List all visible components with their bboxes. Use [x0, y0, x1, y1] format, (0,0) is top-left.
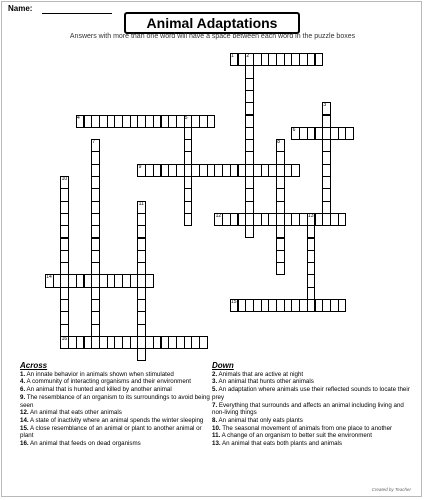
clue-number: 13 [308, 212, 314, 219]
crossword-cell[interactable] [276, 188, 285, 201]
across-clue: 1. An innate behavior in animals shown when stimulated [20, 370, 174, 378]
clue-number: 4 [77, 114, 80, 121]
crossword-cell[interactable] [322, 176, 331, 189]
down-clue: 13. An animal that eats both plants and animals [212, 440, 343, 448]
down-clue: 11. A change of an organism to better suit the environment [212, 432, 372, 440]
crossword-cell[interactable] [91, 299, 100, 312]
crossword-cell[interactable] [307, 262, 316, 275]
clue-number: 10 [61, 176, 68, 182]
down-clue: 3. An animal that hunts other animals [212, 378, 314, 386]
crossword-cell[interactable] [137, 213, 146, 226]
crossword-cell[interactable] [60, 262, 69, 275]
across-clue: 15. A close resemblance of an animal or plant to another animal or plant [20, 424, 202, 440]
clue-number: 5 [184, 114, 188, 121]
crossword-cell[interactable] [245, 127, 254, 140]
crossword-cell[interactable] [60, 238, 69, 251]
crossword-cell[interactable] [130, 336, 139, 349]
crossword-cell[interactable] [91, 250, 100, 263]
crossword-cell[interactable] [276, 225, 285, 238]
crossword-cell[interactable] [245, 201, 254, 214]
crossword-cell[interactable] [245, 90, 254, 103]
crossword-cell[interactable] [91, 262, 100, 275]
crossword-cell[interactable] [238, 164, 247, 177]
crossword-cell[interactable] [60, 287, 69, 300]
crossword-cell[interactable] [60, 250, 69, 263]
crossword-cell[interactable] [322, 188, 331, 201]
crossword-cell[interactable] [338, 213, 347, 226]
crossword-cell[interactable] [307, 250, 316, 263]
crossword-cell[interactable] [84, 274, 93, 287]
crossword-cell[interactable] [245, 102, 254, 115]
crossword-cell[interactable] [91, 213, 100, 226]
crossword-cell[interactable] [91, 151, 100, 164]
crossword-cell[interactable] [60, 299, 69, 312]
crossword-cell[interactable] [91, 201, 100, 214]
crossword-cell[interactable] [245, 188, 254, 201]
across-clue: 6. An animal that is hunted and killed by another animal [20, 386, 172, 394]
clue-number: 15 [231, 299, 237, 305]
crossword-cell[interactable] [91, 188, 100, 201]
crossword-cell[interactable] [145, 274, 154, 287]
crossword-cell[interactable] [60, 188, 69, 201]
crossword-cell[interactable] [53, 274, 62, 287]
crossword-cell[interactable] [137, 348, 146, 361]
clue-number: 11 [138, 200, 144, 207]
down-clue: 2. Animals that are active at night [212, 370, 304, 378]
crossword-cell[interactable] [137, 262, 146, 275]
crossword-cell[interactable] [60, 311, 69, 324]
clue-number: 6 [292, 126, 296, 133]
crossword-cell[interactable] [299, 299, 308, 312]
crossword-cell[interactable] [322, 115, 331, 128]
clue-number: 3 [323, 102, 327, 109]
across-clue: 14. A state of inactivity where an animal spends the winter sleeping [20, 416, 204, 424]
crossword-cell[interactable] [60, 213, 69, 226]
across-clue: 9. The resemblance of an organism to its surroundings to avoid being seen [20, 393, 210, 409]
crossword-cell[interactable] [276, 238, 285, 251]
clue-number: 2 [246, 53, 250, 59]
crossword-cell[interactable] [130, 274, 139, 287]
crossword-cell[interactable] [184, 139, 193, 152]
crossword-cell[interactable] [91, 311, 100, 324]
clue-number: 1 [231, 53, 234, 59]
crossword-cell[interactable] [276, 151, 285, 164]
across-clue: 16. An animal that feeds on dead organisms [20, 440, 141, 448]
crossword-cell[interactable] [276, 262, 285, 275]
crossword-cell[interactable] [184, 213, 193, 226]
down-clues [212, 362, 417, 448]
crossword-cell[interactable] [268, 213, 277, 226]
crossword-cell[interactable] [176, 164, 185, 177]
down-clue: 10. The seasonal movement of animals from one place to another [212, 424, 393, 432]
crossword-cell[interactable] [137, 324, 146, 337]
across-clues [20, 362, 210, 448]
footer-credit: Created by Teacher [371, 487, 411, 492]
clue-number: 9 [138, 163, 142, 170]
crossword-cell[interactable] [268, 164, 277, 177]
down-clue: 8. An animal that only eats plants [212, 416, 303, 424]
crossword-cell[interactable] [60, 324, 69, 337]
crossword-cell[interactable] [276, 176, 285, 189]
clue-number: 16 [61, 335, 68, 342]
crossword-cell[interactable] [91, 287, 100, 300]
crossword-cell[interactable] [276, 250, 285, 263]
crossword-cell[interactable] [184, 127, 193, 140]
crossword-cell[interactable] [91, 238, 100, 251]
name-label: Name: [8, 4, 33, 13]
crossword-cell[interactable] [245, 176, 254, 189]
crossword-cell[interactable] [137, 311, 146, 324]
crossword-cell[interactable] [199, 336, 208, 349]
across-clue: 4. A community of interacting organisms and their environment [20, 378, 191, 386]
crossword-cell[interactable] [60, 201, 69, 214]
crossword-cell[interactable] [322, 151, 331, 164]
crossword-cell[interactable] [245, 115, 254, 128]
crossword-cell[interactable] [137, 250, 146, 263]
crossword-cell[interactable] [137, 238, 146, 251]
crossword-cell[interactable] [184, 188, 193, 201]
crossword-cell[interactable] [322, 139, 331, 152]
crossword-cell[interactable] [137, 287, 146, 300]
crossword-cell[interactable] [207, 115, 216, 128]
crossword-cell[interactable] [91, 225, 100, 238]
crossword-cell[interactable] [291, 164, 300, 177]
down-heading: Down [212, 361, 234, 370]
crossword-cell[interactable] [184, 151, 193, 164]
clue-number: 7 [92, 139, 96, 146]
crossword-cell[interactable] [245, 225, 254, 238]
crossword-cell[interactable] [137, 299, 146, 312]
down-clue: 7. Everything that surrounds and affects an animal including living and non-living things [212, 401, 404, 417]
clue-number: 8 [277, 139, 280, 146]
crossword-cell[interactable] [184, 201, 193, 214]
worksheet-title: Animal Adaptations [124, 12, 300, 34]
crossword-cell[interactable] [307, 274, 316, 287]
crossword-cell[interactable] [245, 151, 254, 164]
crossword-cell[interactable] [315, 53, 324, 66]
crossword-cell[interactable] [245, 139, 254, 152]
crossword-cell[interactable] [184, 176, 193, 189]
crossword-cell[interactable] [245, 78, 254, 91]
crossword-cell[interactable] [307, 287, 316, 300]
across-heading: Across [20, 361, 48, 370]
crossword-cell[interactable] [276, 201, 285, 214]
crossword-cell[interactable] [91, 324, 100, 337]
crossword-cell[interactable] [345, 127, 354, 140]
crossword-cell[interactable] [137, 225, 146, 238]
worksheet-subtitle: Answers with more than one word will have a space between each word in the puzzle boxes [69, 33, 356, 40]
crossword-cell[interactable] [238, 213, 247, 226]
crossword-cell[interactable] [91, 176, 100, 189]
crossword-cell[interactable] [322, 164, 331, 177]
crossword-cell[interactable] [307, 238, 316, 251]
clue-number: 12 [215, 212, 222, 219]
crossword-cell[interactable] [322, 201, 331, 214]
crossword-cell[interactable] [307, 225, 316, 238]
clue-number: 14 [46, 274, 52, 281]
crossword-cell[interactable] [91, 164, 100, 177]
crossword-cell[interactable] [60, 225, 69, 238]
across-clue: 12. An animal that eats other animals [20, 409, 122, 417]
crossword-cell[interactable] [338, 299, 347, 312]
crossword-cell[interactable] [315, 127, 324, 140]
crossword-cell[interactable] [245, 65, 254, 78]
down-clue: 5. An adaptation where animals use their reflected sounds to locate their prey [212, 386, 410, 401]
